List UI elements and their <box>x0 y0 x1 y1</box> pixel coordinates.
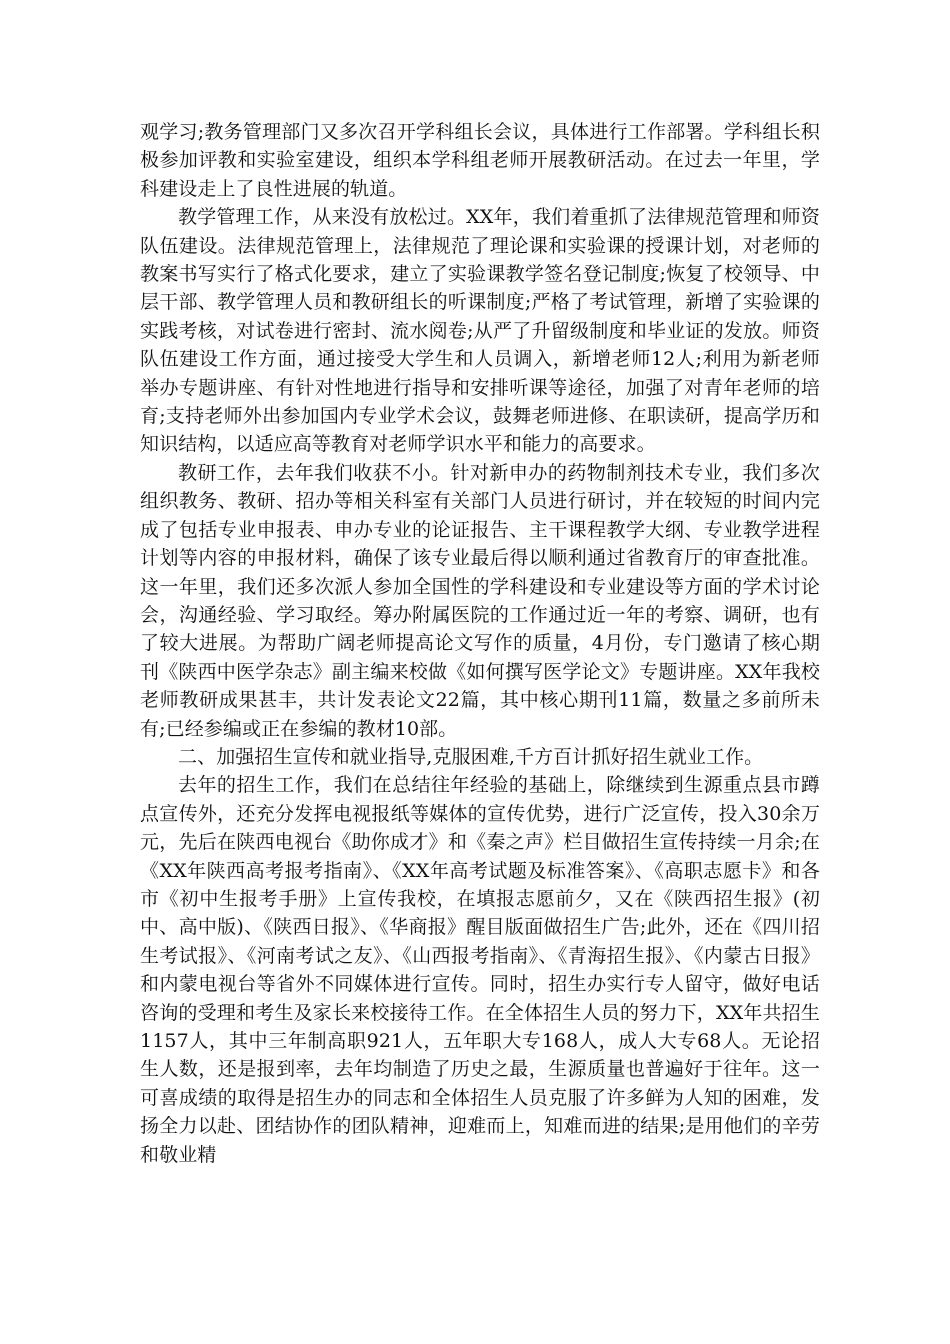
document-body <box>140 118 820 1169</box>
paragraph: 教研工作，去年我们收获不小。针对新申办的药物制剂技术专业，我们多次组织教务、教研、招办等相关科室有关部门人员进行研讨，并在较短的时间内完成了包括专业申报表、申办专业的论证报告、主干课程教学大纲、专业教学进程计划等内容的申报材料，确保了该专业最后得以顺利通过省教育厅的审查批准。这一年里，我们还多次派人参加全国性的学科建设和专业建设等方面的学术讨论会，沟通经验、学习取经。筹办附属医院的工作通过近一年的考察、调研，也有了较大进展。为帮助广阔老师提高论文写作的质量，4月份，专门邀请了核心期刊《陕西中医学杂志》副主编来校做《如何撰写医学论文》专题讲座。XX年我校老师教研成果甚丰，共计发表论文22篇，其中核心期刊11篇，数量之多前所未有;已经参编或正在参编的教材10部。 <box>140 461 820 740</box>
paragraph: 教学管理工作，从来没有放松过。XX年，我们着重抓了法律规范管理和师资队伍建设。法律规范管理上，法律规范了理论课和实验课的授课计划，对老师的教案书写实行了格式化要求，建立了实验课教学签名登记制度;恢复了校领导、中层干部、教学管理人员和教研组长的听课制度;严格了考试管理，新增了实验课的实践考核，对试卷进行密封、流水阅卷;从严了升留级制度和毕业证的发放。师资队伍建设工作方面，通过接受大学生和人员调入，新增老师12人;利用为新老师举办专题讲座、有针对性地进行指导和安排听课等途径，加强了对青年老师的培育;支持老师外出参加国内专业学术会议，鼓舞老师进修、在职读研，提高学历和知识结构，以适应高等教育对老师学识水平和能力的高要求。 <box>140 206 820 456</box>
paragraph: 去年的招生工作，我们在总结往年经验的基础上，除继续到生源重点县市蹲点宣传外，还充分发挥电视报纸等媒体的宣传优势，进行广泛宣传，投入30余万元，先后在陕西电视台《助你成才》和《秦之声》栏目做招生宣传持续一月余;在《XX年陕西高考报考指南》、《XX年高考试题及标准答案》、《高职志愿卡》和各市《初中生报考手册》上宣传我校，在填报志愿前夕，又在《陕西招生报》(初中、高中版)、《陕西日报》、《华商报》醒目版面做招生广告;此外，还在《四川招生考试报》、《河南考试之友》、《山西报考指南》、《青海招生报》、《内蒙古日报》和内蒙电视台等省外不同媒体进行宣传。同时，招生办实行专人留守，做好电话咨询的受理和考生及家长来校接待工作。在全体招生人员的努力下，XX年共招生1157人，其中三年制高职921人，五年职大专168人，成人大专68人。无论招生人数，还是报到率，去年均制造了历史之最，生源质量也普遍好于往年。这一可喜成绩的取得是招生办的同志和全体招生人员克服了许多鲜为人知的困难，发扬全力以赴、团结协作的团队精神，迎难而上，知难而进的结果;是用他们的辛劳和敬业精 <box>140 774 820 1166</box>
paragraph: 观学习;教务管理部门又多次召开学科组长会议，具体进行工作部署。学科组长积极参加评教和实验室建设，组织本学科组老师开展教研活动。在过去一年里，学科建设走上了良性进展的轨道。 <box>140 121 820 200</box>
section-heading: 二、加强招生宣传和就业指导,克服困难,千方百计抓好招生就业工作。 <box>178 745 764 768</box>
